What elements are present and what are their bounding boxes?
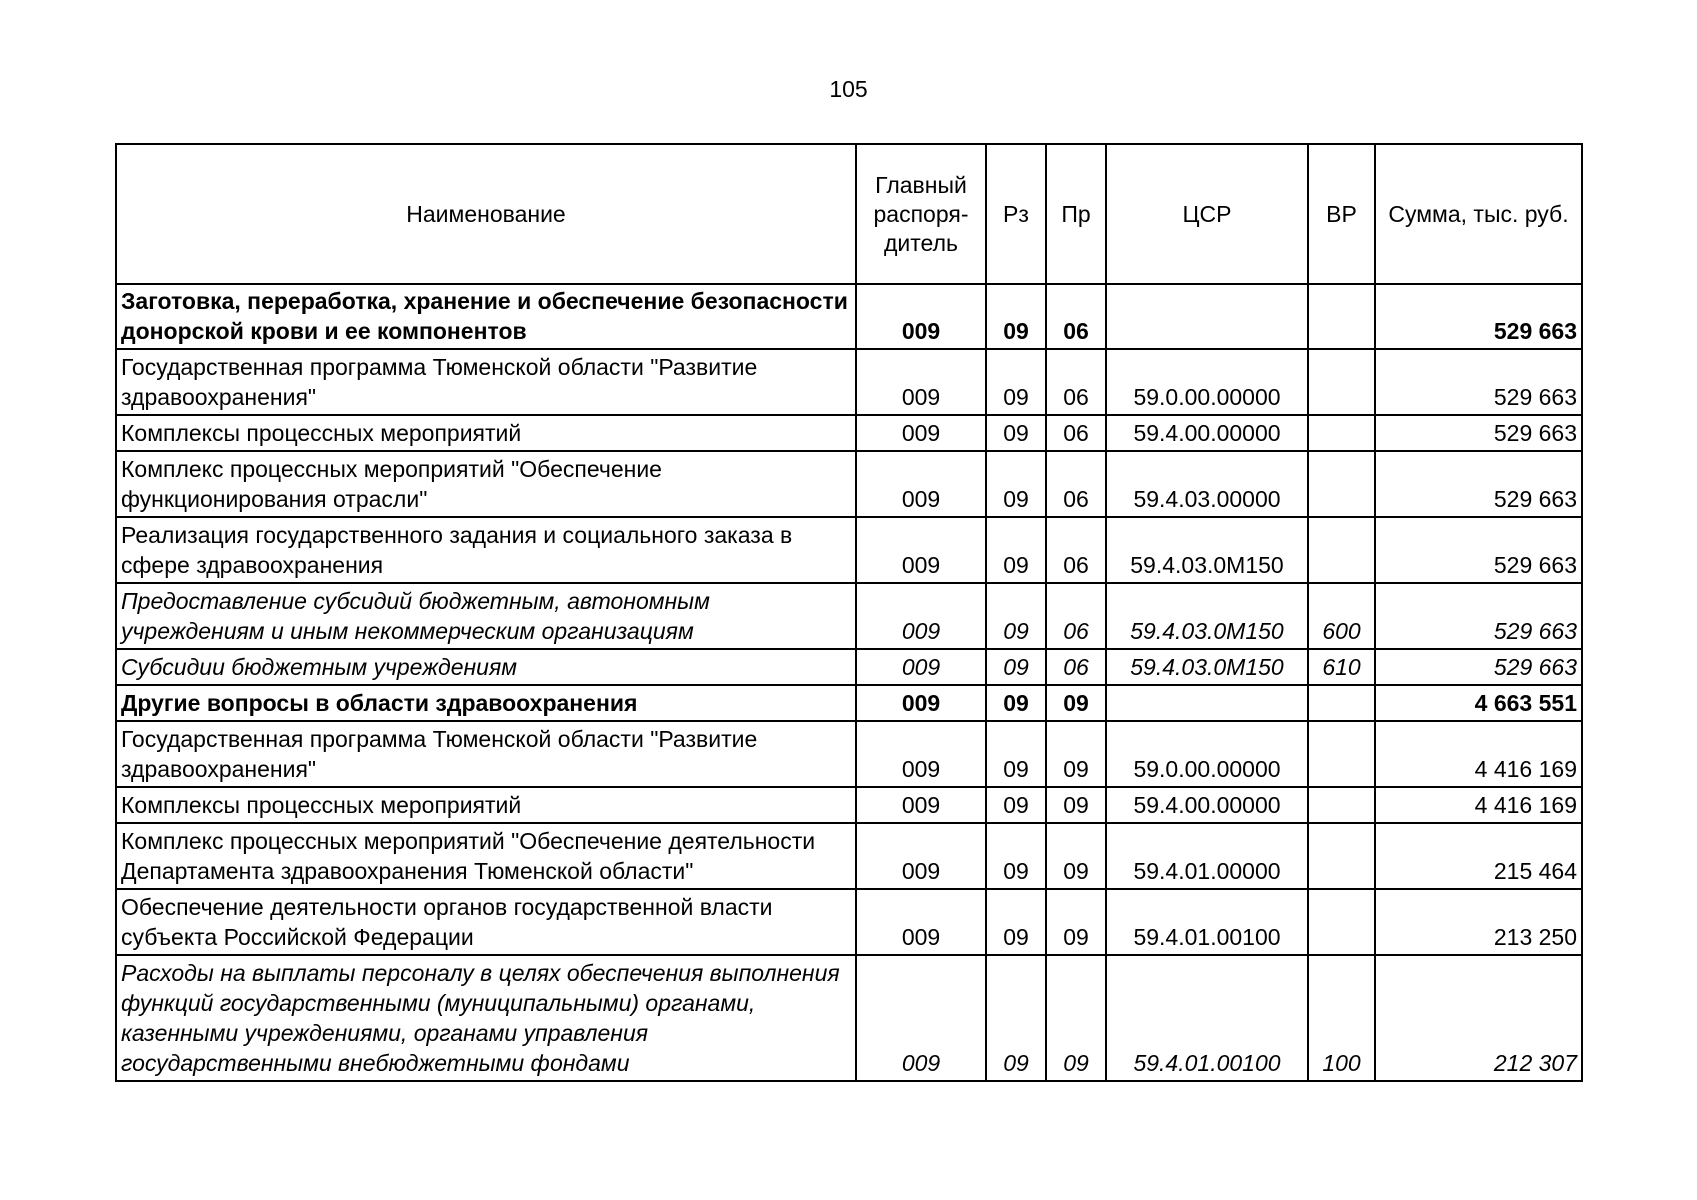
table-row (116, 451, 1582, 517)
cell-rz: 09 (986, 889, 1046, 955)
cell-csr: 59.4.01.00100 (1106, 955, 1308, 1081)
cell-pr: 06 (1046, 284, 1106, 349)
cell-vr (1308, 284, 1375, 349)
page-number: 105 (829, 76, 868, 102)
cell-vr (1308, 451, 1375, 517)
cell-name: Комплексы процессных мероприятий (116, 787, 856, 823)
cell-sum: 529 663 (1375, 349, 1582, 415)
cell-pr: 06 (1046, 415, 1106, 451)
cell-main-manager: 009 (856, 955, 986, 1081)
header-name: Наименование (116, 144, 856, 284)
cell-main-manager: 009 (856, 889, 986, 955)
cell-pr: 06 (1046, 649, 1106, 685)
cell-sum: 213 250 (1375, 889, 1582, 955)
cell-main-manager: 009 (856, 349, 986, 415)
header-csr: ЦСР (1106, 144, 1308, 284)
cell-vr: 610 (1308, 649, 1375, 685)
cell-sum: 529 663 (1375, 583, 1582, 649)
cell-name: Государственная программа Тюменской области "Развитие здравоохранения" (116, 721, 856, 787)
header-pr: Пр (1046, 144, 1106, 284)
cell-rz: 09 (986, 583, 1046, 649)
cell-vr (1308, 517, 1375, 583)
cell-rz: 09 (986, 649, 1046, 685)
cell-sum: 4 416 169 (1375, 721, 1582, 787)
cell-name: Предоставление субсидий бюджетным, автономным учреждениям и иным некоммерческим организациям (116, 583, 856, 649)
cell-vr (1308, 721, 1375, 787)
cell-pr: 09 (1046, 685, 1106, 721)
header-vr: ВР (1308, 144, 1375, 284)
header-main-manager: Главный распоря- дитель (856, 144, 986, 284)
cell-csr (1106, 685, 1308, 721)
cell-sum: 212 307 (1375, 955, 1582, 1081)
cell-main-manager: 009 (856, 685, 986, 721)
cell-rz: 09 (986, 284, 1046, 349)
cell-vr: 600 (1308, 583, 1375, 649)
cell-main-manager: 009 (856, 284, 986, 349)
cell-main-manager: 009 (856, 451, 986, 517)
cell-main-manager: 009 (856, 583, 986, 649)
table-row (116, 721, 1582, 787)
table-row (116, 685, 1582, 721)
cell-rz: 09 (986, 415, 1046, 451)
cell-csr: 59.4.00.00000 (1106, 787, 1308, 823)
cell-main-manager: 009 (856, 721, 986, 787)
cell-sum: 529 663 (1375, 284, 1582, 349)
cell-vr (1308, 823, 1375, 889)
cell-pr: 09 (1046, 889, 1106, 955)
cell-vr: 100 (1308, 955, 1375, 1081)
cell-main-manager: 009 (856, 649, 986, 685)
cell-rz: 09 (986, 349, 1046, 415)
cell-vr (1308, 349, 1375, 415)
cell-name: Комплексы процессных мероприятий (116, 415, 856, 451)
table-row (116, 517, 1582, 583)
cell-rz: 09 (986, 517, 1046, 583)
cell-pr: 09 (1046, 787, 1106, 823)
table-row (116, 823, 1582, 889)
cell-name: Реализация государственного задания и социального заказа в сфере здравоохранения (116, 517, 856, 583)
cell-name: Комплекс процессных мероприятий "Обеспечение функционирования отрасли" (116, 451, 856, 517)
cell-sum: 529 663 (1375, 451, 1582, 517)
cell-vr (1308, 415, 1375, 451)
cell-csr: 59.4.03.0М150 (1106, 583, 1308, 649)
cell-sum: 4 416 169 (1375, 787, 1582, 823)
cell-csr: 59.0.00.00000 (1106, 721, 1308, 787)
cell-name: Обеспечение деятельности органов государственной власти субъекта Российской Федерации (116, 889, 856, 955)
table-row (116, 889, 1582, 955)
cell-pr: 09 (1046, 823, 1106, 889)
cell-rz: 09 (986, 451, 1046, 517)
header-sum: Сумма, тыс. руб. (1375, 144, 1582, 284)
table-row (116, 284, 1582, 349)
cell-csr (1106, 284, 1308, 349)
cell-main-manager: 009 (856, 415, 986, 451)
cell-csr: 59.0.00.00000 (1106, 349, 1308, 415)
budget-table (115, 143, 1583, 1082)
cell-csr: 59.4.03.0М150 (1106, 517, 1308, 583)
cell-csr: 59.4.00.00000 (1106, 415, 1308, 451)
cell-pr: 06 (1046, 517, 1106, 583)
table-row (116, 349, 1582, 415)
cell-vr (1308, 889, 1375, 955)
cell-rz: 09 (986, 685, 1046, 721)
cell-name: Другие вопросы в области здравоохранения (116, 685, 856, 721)
cell-name: Заготовка, переработка, хранение и обеспечение безопасности донорской крови и ее компонентов (116, 284, 856, 349)
cell-csr: 59.4.01.00100 (1106, 889, 1308, 955)
cell-sum: 529 663 (1375, 415, 1582, 451)
cell-csr: 59.4.03.00000 (1106, 451, 1308, 517)
cell-pr: 06 (1046, 583, 1106, 649)
cell-main-manager: 009 (856, 787, 986, 823)
cell-rz: 09 (986, 787, 1046, 823)
cell-name: Субсидии бюджетным учреждениям (116, 649, 856, 685)
cell-pr: 06 (1046, 349, 1106, 415)
table-row (116, 583, 1582, 649)
cell-vr (1308, 685, 1375, 721)
table-body (116, 284, 1582, 1081)
header-rz: Рз (986, 144, 1046, 284)
cell-pr: 09 (1046, 721, 1106, 787)
cell-pr: 09 (1046, 955, 1106, 1081)
cell-main-manager: 009 (856, 517, 986, 583)
table-row (116, 955, 1582, 1081)
cell-rz: 09 (986, 955, 1046, 1081)
cell-sum: 529 663 (1375, 649, 1582, 685)
cell-name: Расходы на выплаты персоналу в целях обеспечения выполнения функций государственными (муниципальными) органами, казенными учреждениями, органами управления государственными внебюджетными фондами (116, 955, 856, 1081)
cell-pr: 06 (1046, 451, 1106, 517)
cell-name: Государственная программа Тюменской области "Развитие здравоохранения" (116, 349, 856, 415)
cell-main-manager: 009 (856, 823, 986, 889)
table-row (116, 787, 1582, 823)
cell-sum: 215 464 (1375, 823, 1582, 889)
cell-name: Комплекс процессных мероприятий "Обеспечение деятельности Департамента здравоохранения Тюменской области" (116, 823, 856, 889)
cell-sum: 4 663 551 (1375, 685, 1582, 721)
cell-rz: 09 (986, 721, 1046, 787)
cell-rz: 09 (986, 823, 1046, 889)
cell-sum: 529 663 (1375, 517, 1582, 583)
cell-vr (1308, 787, 1375, 823)
header-row (116, 144, 1582, 284)
table-row (116, 649, 1582, 685)
cell-csr: 59.4.03.0М150 (1106, 649, 1308, 685)
table-row (116, 415, 1582, 451)
cell-csr: 59.4.01.00000 (1106, 823, 1308, 889)
